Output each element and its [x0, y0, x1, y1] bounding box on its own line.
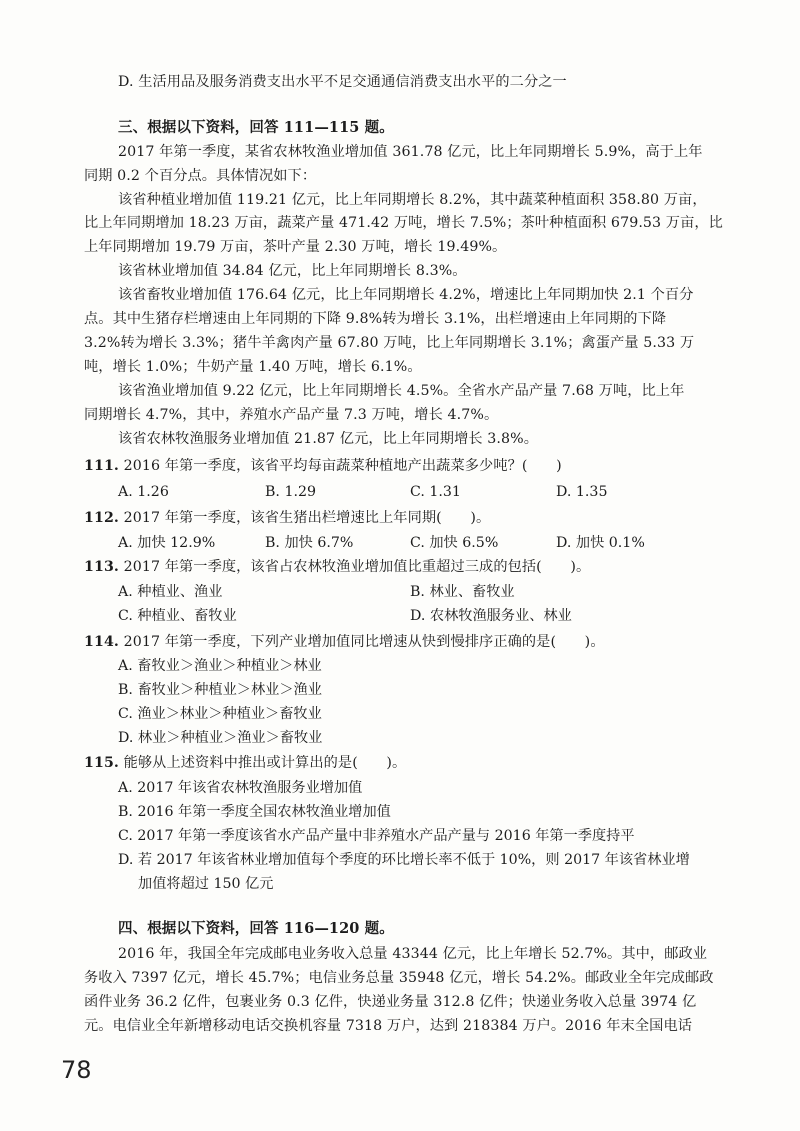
option-a: A. 2017 年该省农林牧渔服务业增加值: [118, 780, 363, 796]
question-111: [84, 456, 562, 476]
option-c: C. 1.31: [410, 484, 461, 500]
section-3-paragraph-line: 点。其中生猪存栏增速由上年同期的下降 9.8%转为增长 3.1%，出栏增速由上年同期的下降: [84, 311, 667, 327]
option-c: C. 种植业、畜牧业: [118, 608, 237, 624]
question-number: 113.: [84, 559, 119, 575]
option-c: C. 渔业＞林业＞种植业＞畜牧业: [118, 706, 322, 722]
section-3-paragraph-line: 3.2%转为增长 3.3%；猪牛羊禽肉产量 67.80 万吨，比上年同期增长 3.1%；禽蛋产量 5.33 万: [84, 335, 695, 351]
section-3-paragraph-line: 同期增长 4.7%，其中，养殖水产品产量 7.3 万吨，增长 4.7%。: [84, 407, 499, 423]
question-number: 115.: [84, 755, 119, 771]
section-4-paragraph-line: 务收入 7397 亿元，增长 45.7%；电信业务总量 35948 亿元，增长 54.2%。邮政业全年完成邮政: [84, 970, 714, 986]
option-d: D. 1.35: [556, 484, 608, 500]
question-stem: 2017 年第一季度，该省生猪出栏增速比上年同期( )。: [123, 510, 491, 526]
question-115: [84, 753, 406, 773]
question-number: 112.: [84, 510, 119, 526]
option-d: D. 林业＞种植业＞渔业＞畜牧业: [118, 730, 323, 746]
section-3-paragraph-line: 同期 0.2 个百分点。具体情况如下：: [84, 168, 317, 184]
question-stem: 能够从上述资料中推出或计算出的是( )。: [123, 755, 407, 771]
option-d: D. 农林牧渔服务业、林业: [410, 608, 572, 624]
page-number: 78: [61, 1056, 92, 1084]
option-d: D. 若 2017 年该省林业增加值每个季度的环比增长率不低于 10%，则 2017 年该省林业增: [118, 852, 690, 868]
option-c: C. 加快 6.5%: [410, 535, 499, 551]
question-number: 114.: [84, 634, 119, 650]
option-b: B. 加快 6.7%: [265, 535, 354, 551]
question-stem: 2017 年第一季度，下列产业增加值同比增速从快到慢排序正确的是( )。: [123, 634, 605, 650]
section-3-paragraph-line: 比上年同期增加 18.23 万亩，蔬菜产量 471.42 万吨，增长 7.5%；茶叶种植面积 679.53 万亩，比: [84, 215, 723, 231]
section-3-heading: 三、根据以下资料，回答 111—115 题。: [118, 119, 394, 136]
option-b: B. 1.29: [265, 484, 317, 500]
question-stem: 2016 年第一季度，该省平均每亩蔬菜种植地产出蔬菜多少吨？( ): [123, 458, 562, 474]
option-c: C. 2017 年第一季度该省水产品产量中非养殖水产品产量与 2016 年第一季度持平: [118, 828, 635, 844]
question-113: [84, 557, 590, 577]
section-3-paragraph-line: 2017 年第一季度，某省农林牧渔业增加值 361.78 亿元，比上年同期增长 5.9%，高于上年: [118, 144, 703, 160]
section-4-paragraph-line: 元。电信业全年新增移动电话交换机容量 7318 万户，达到 218384 万户。2016 年末全国电话: [84, 1018, 693, 1034]
option-d-continued: 加值将超过 150 亿元: [138, 876, 274, 892]
section-3-paragraph-line: 该省林业增加值 34.84 亿元，比上年同期增长 8.3%。: [118, 263, 467, 279]
section-3-paragraph-line: 吨，增长 1.0%；牛奶产量 1.40 万吨，增长 6.1%。: [84, 359, 422, 375]
option-a: A. 加快 12.9%: [118, 535, 216, 551]
section-4-paragraph-line: 2016 年，我国全年完成邮电业务收入总量 43344 亿元，比上年增长 52.7%。其中，邮政业: [118, 946, 708, 962]
section-3-paragraph-line: 该省渔业增加值 9.22 亿元，比上年同期增长 4.5%。全省水产品产量 7.68 万吨，比上年: [118, 383, 685, 399]
section-3-paragraph-line: 该省畜牧业增加值 176.64 亿元，比上年同期增长 4.2%，增速比上年同期加快 2.1 个百分: [118, 287, 694, 303]
option-a: A. 畜牧业＞渔业＞种植业＞林业: [118, 658, 322, 674]
watermark-mark: [690, 922, 720, 962]
option-a: A. 1.26: [118, 484, 169, 500]
question-stem: 2017 年第一季度，该省占农林牧渔业增加值比重超过三成的包括( )。: [123, 559, 591, 575]
option-b: B. 畜牧业＞种植业＞林业＞渔业: [118, 682, 322, 698]
section-3-paragraph-line: 该省种植业增加值 119.21 亿元，比上年同期增长 8.2%，其中蔬菜种植面积 358.80 万亩，: [118, 192, 707, 208]
option-b: B. 林业、畜牧业: [410, 584, 515, 600]
section-4-paragraph-line: 函件业务 36.2 亿件，包裹业务 0.3 亿件，快递业务量 312.8 亿件；快递业务收入总量 3974 亿: [84, 994, 697, 1010]
question-114: [84, 632, 605, 652]
question-number: 111.: [84, 458, 119, 474]
question-112: [84, 508, 490, 528]
option-d: D. 加快 0.1%: [556, 535, 645, 551]
prev-question-option-d: D. 生活用品及服务消费支出水平不足交通通信消费支出水平的二分之一: [118, 74, 567, 90]
section-3-paragraph-line: 该省农林牧渔服务业增加值 21.87 亿元，比上年同期增长 3.8%。: [118, 431, 539, 447]
section-4-heading: 四、根据以下资料，回答 116—120 题。: [118, 920, 394, 937]
option-a: A. 种植业、渔业: [118, 584, 223, 600]
option-b: B. 2016 年第一季度全国农林牧渔业增加值: [118, 804, 391, 820]
section-3-paragraph-line: 上年同期增加 19.79 万亩，茶叶产量 2.30 万吨，增长 19.49%。: [84, 239, 507, 255]
